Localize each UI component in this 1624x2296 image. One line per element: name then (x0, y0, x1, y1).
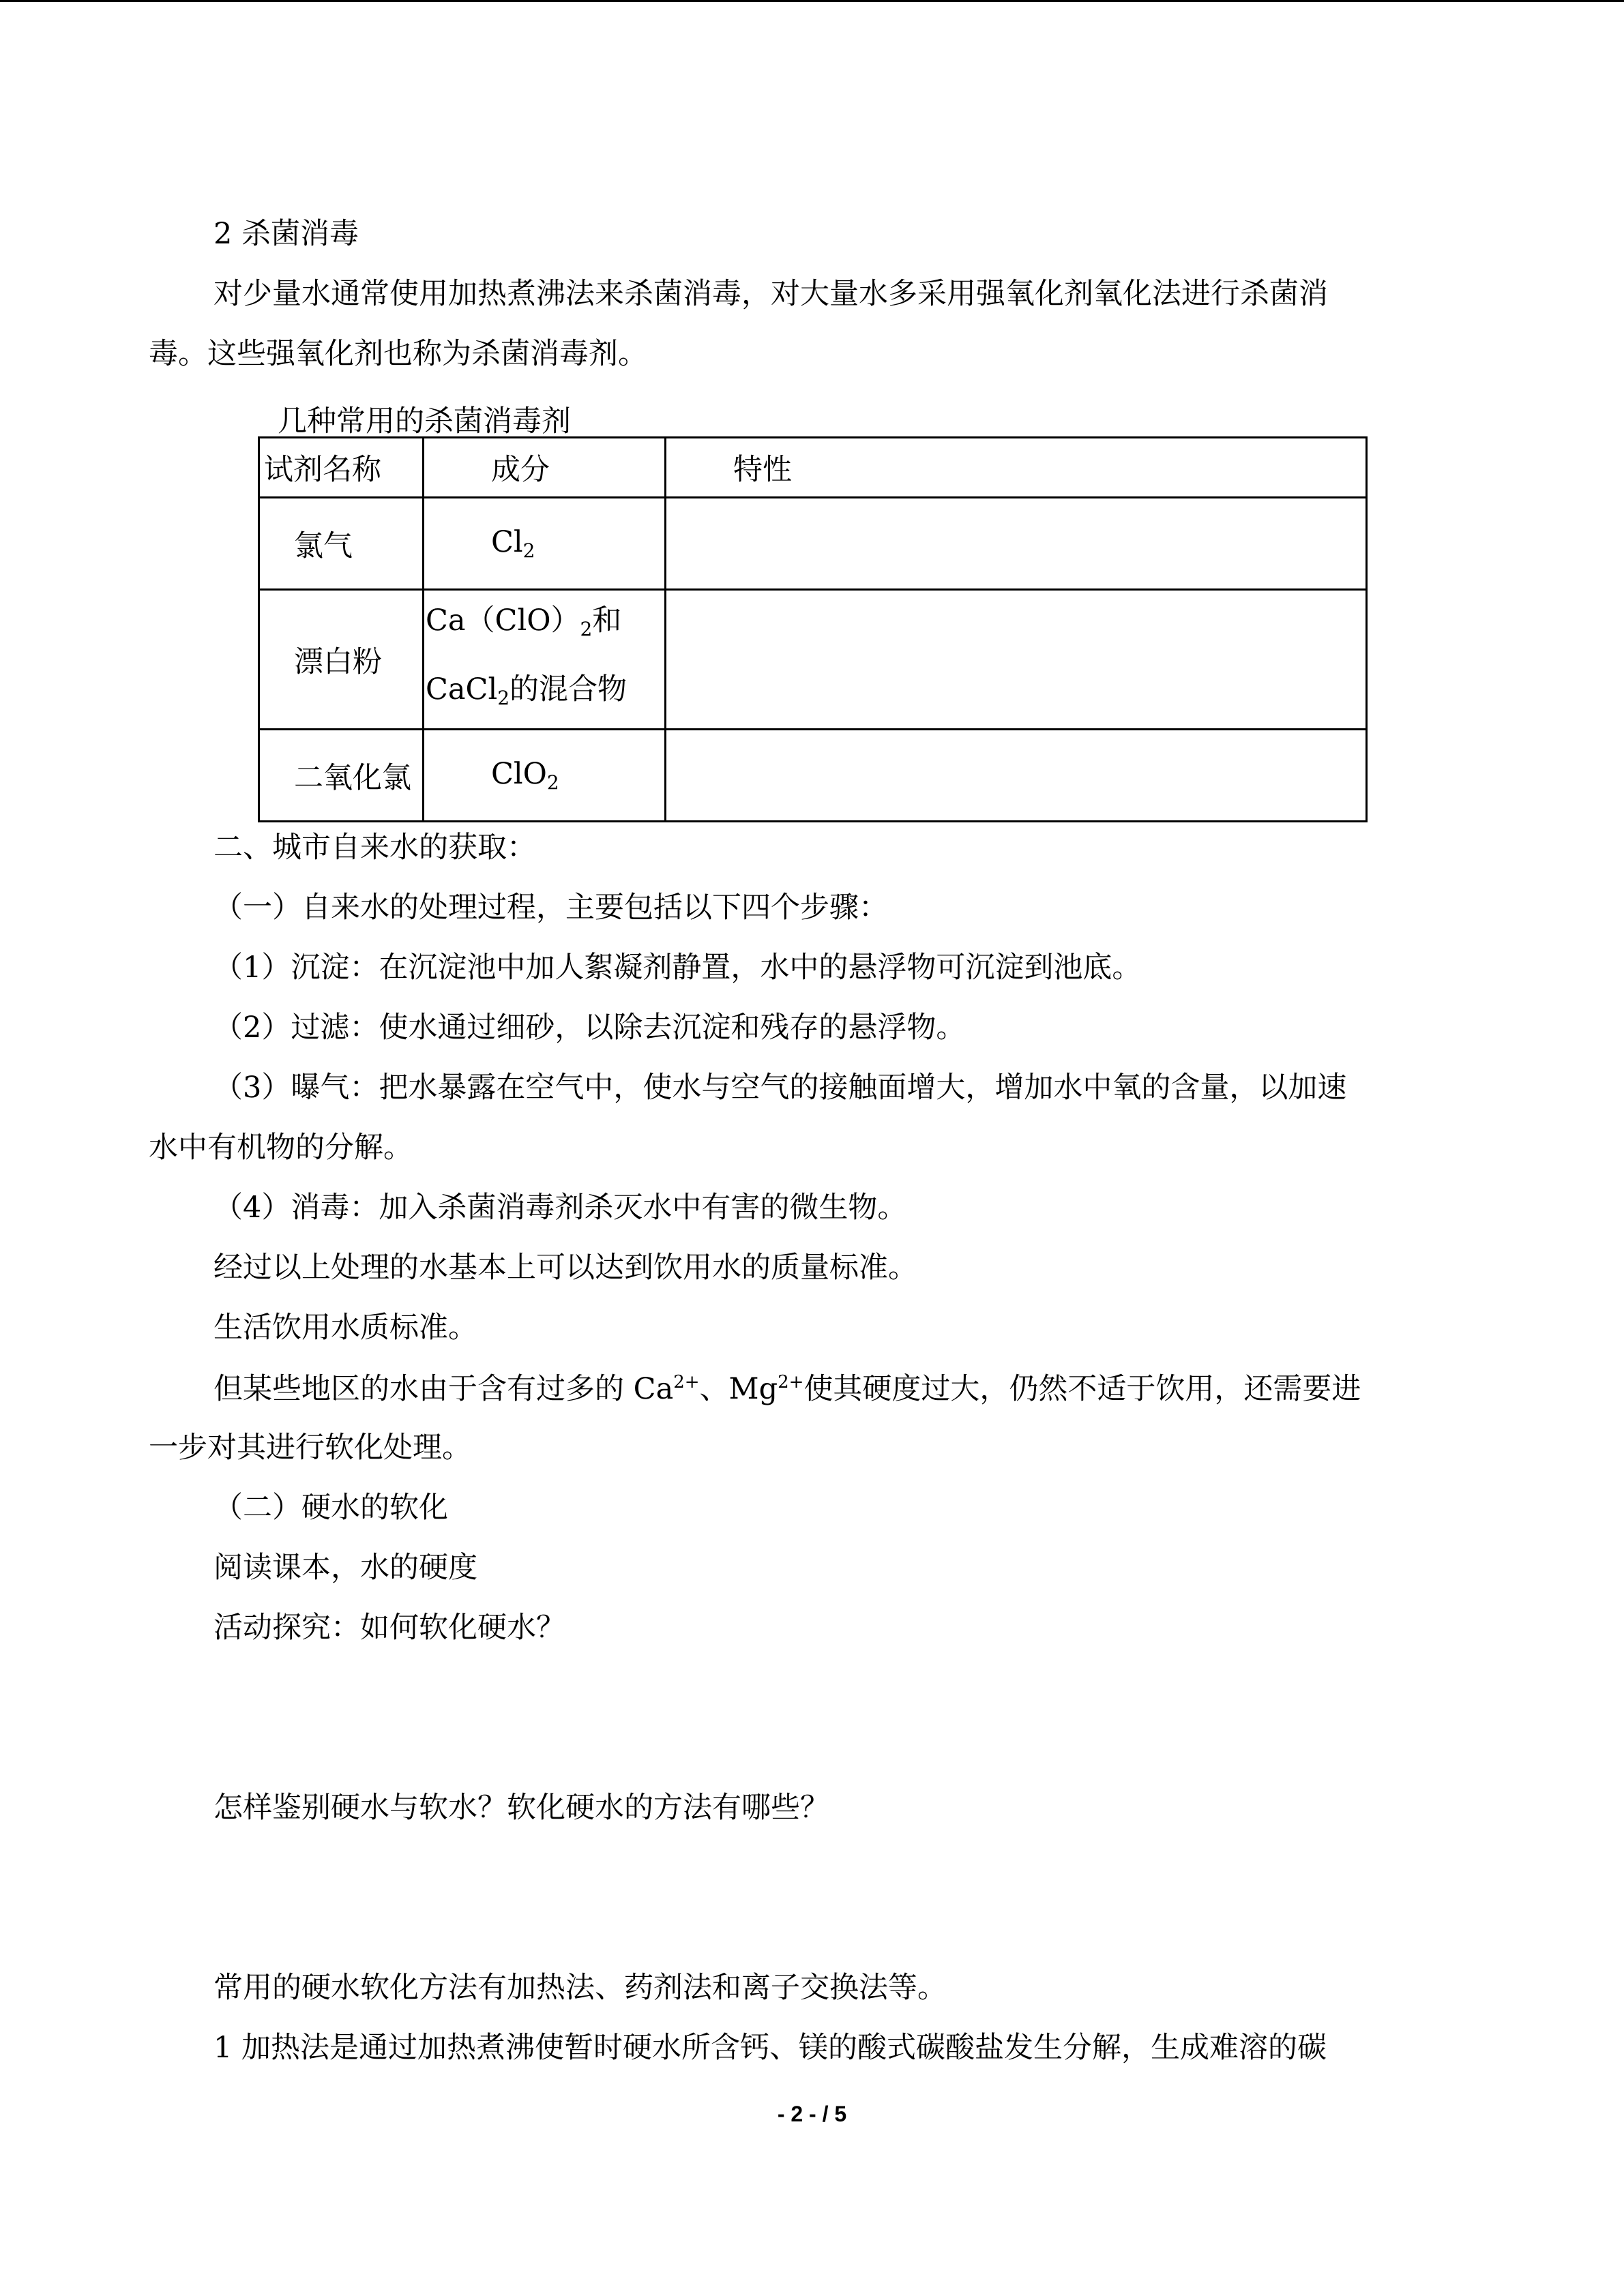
activity-text: 活动探究：如何软化硬水？ (213, 1611, 565, 1645)
formula-subscript: 2 (497, 687, 510, 709)
row-name-chlorine: 氯气 (294, 528, 353, 563)
sterilize-paragraph-line2: 毒。这些强氧化剂也称为杀菌消毒剂。 (149, 337, 647, 371)
top-border-line (0, 0, 1624, 2)
hardness-text-part: 但某些地区的水由于含有过多的 Ca (213, 1372, 674, 1406)
table-caption: 几种常用的杀菌消毒剂 (278, 404, 571, 438)
hardness-line2: 一步对其进行软化处理。 (149, 1431, 471, 1465)
charge-superscript: 2+ (673, 1372, 700, 1392)
row-name-cell (259, 498, 424, 590)
step-filtration: （2）过滤：使水通过细砂，以除去沉淀和残存的悬浮物。 (213, 1011, 966, 1045)
table-row (259, 498, 1367, 590)
disinfectant-table (258, 436, 1368, 822)
row-name-cell (259, 730, 424, 822)
row-component-chlorine (424, 525, 535, 562)
table-header-row (259, 438, 1367, 498)
page-number: - 2 - / 5 (777, 2102, 847, 2126)
step-aeration-line1: （3）曝气：把水暴露在空气中，使水与空气的接触面增大，增加水中氧的含量，以加速 (213, 1071, 1347, 1105)
formula-main: Cl (491, 525, 523, 559)
row-name-chlorine-dioxide: 二氧化氯 (294, 760, 411, 795)
section-heading-city-water: 二、城市自来水的获取： (213, 831, 536, 865)
standard-text: 生活饮用水质标准。 (213, 1311, 477, 1345)
header-name-text: 试剂名称 (264, 453, 381, 487)
heat-method-text: 1 加热法是通过加热煮沸使暂时硬水所含钙、镁的酸式碳酸盐发生分解，生成难溶的碳 (213, 2031, 1327, 2065)
formula-subscript: 2 (546, 771, 559, 794)
subheading-process: （一）自来水的处理过程，主要包括以下四个步骤： (213, 891, 888, 925)
row-property-cell (666, 730, 1367, 822)
formula-main: ClO (491, 757, 547, 791)
formula-part: CaCl (426, 672, 498, 706)
formula-part: 和 (592, 603, 622, 638)
row-name-bleach: 漂白粉 (294, 644, 382, 679)
row-name-cell (259, 590, 424, 730)
row-property-cell (666, 590, 1367, 730)
header-cell-property (666, 438, 1367, 498)
row-component-cell (424, 590, 666, 730)
header-property-text: 特性 (733, 453, 792, 487)
result-text: 经过以上处理的水基本上可以达到饮用水的质量标准。 (213, 1251, 917, 1285)
subheading-softening: （二）硬水的软化 (213, 1491, 448, 1525)
step-aeration-line2: 水中有机物的分解。 (149, 1131, 413, 1165)
section-heading-sterilize: 2 杀菌消毒 (213, 217, 359, 251)
header-cell-component (424, 438, 666, 498)
row-component-cell (424, 498, 666, 590)
header-component-text: 成分 (491, 453, 550, 487)
formula-part: Ca（ClO） (426, 603, 580, 638)
step-disinfection: （4）消毒：加入杀菌消毒剂杀灭水中有害的微生物。 (213, 1191, 907, 1225)
row-component-chlorine-dioxide (424, 757, 559, 794)
row-component-cell (424, 730, 666, 822)
header-cell-name (259, 438, 424, 498)
formula-part: 的混合物 (510, 672, 628, 706)
formula-subscript: 2 (580, 618, 593, 640)
formula-line1 (426, 591, 664, 659)
hardness-line1 (213, 1373, 1361, 1404)
question-text: 怎样鉴别硬水与软水？软化硬水的方法有哪些？ (213, 1791, 829, 1825)
methods-text: 常用的硬水软化方法有加热法、药剂法和离子交换法等。 (213, 1971, 947, 2005)
table-row (259, 730, 1367, 822)
step-sedimentation: （1）沉淀：在沉淀池中加人絮凝剂静置，水中的悬浮物可沉淀到池底。 (213, 951, 1142, 985)
formula-line2 (426, 659, 664, 728)
hardness-text-part: 、Mg (699, 1372, 778, 1406)
sterilize-paragraph-line1: 对少量水通常使用加热煮沸法来杀菌消毒，对大量水多采用强氧化剂氧化法进行杀菌消 (213, 277, 1328, 311)
formula-subscript: 2 (522, 539, 535, 562)
row-component-bleach (424, 591, 664, 728)
charge-superscript: 2+ (778, 1372, 804, 1392)
row-property-cell (666, 498, 1367, 590)
hardness-text-part: 使其硬度过大，仍然不适于饮用，还需要进 (803, 1372, 1361, 1406)
table-row (259, 590, 1367, 730)
read-textbook: 阅读课本，水的硬度 (213, 1551, 477, 1585)
